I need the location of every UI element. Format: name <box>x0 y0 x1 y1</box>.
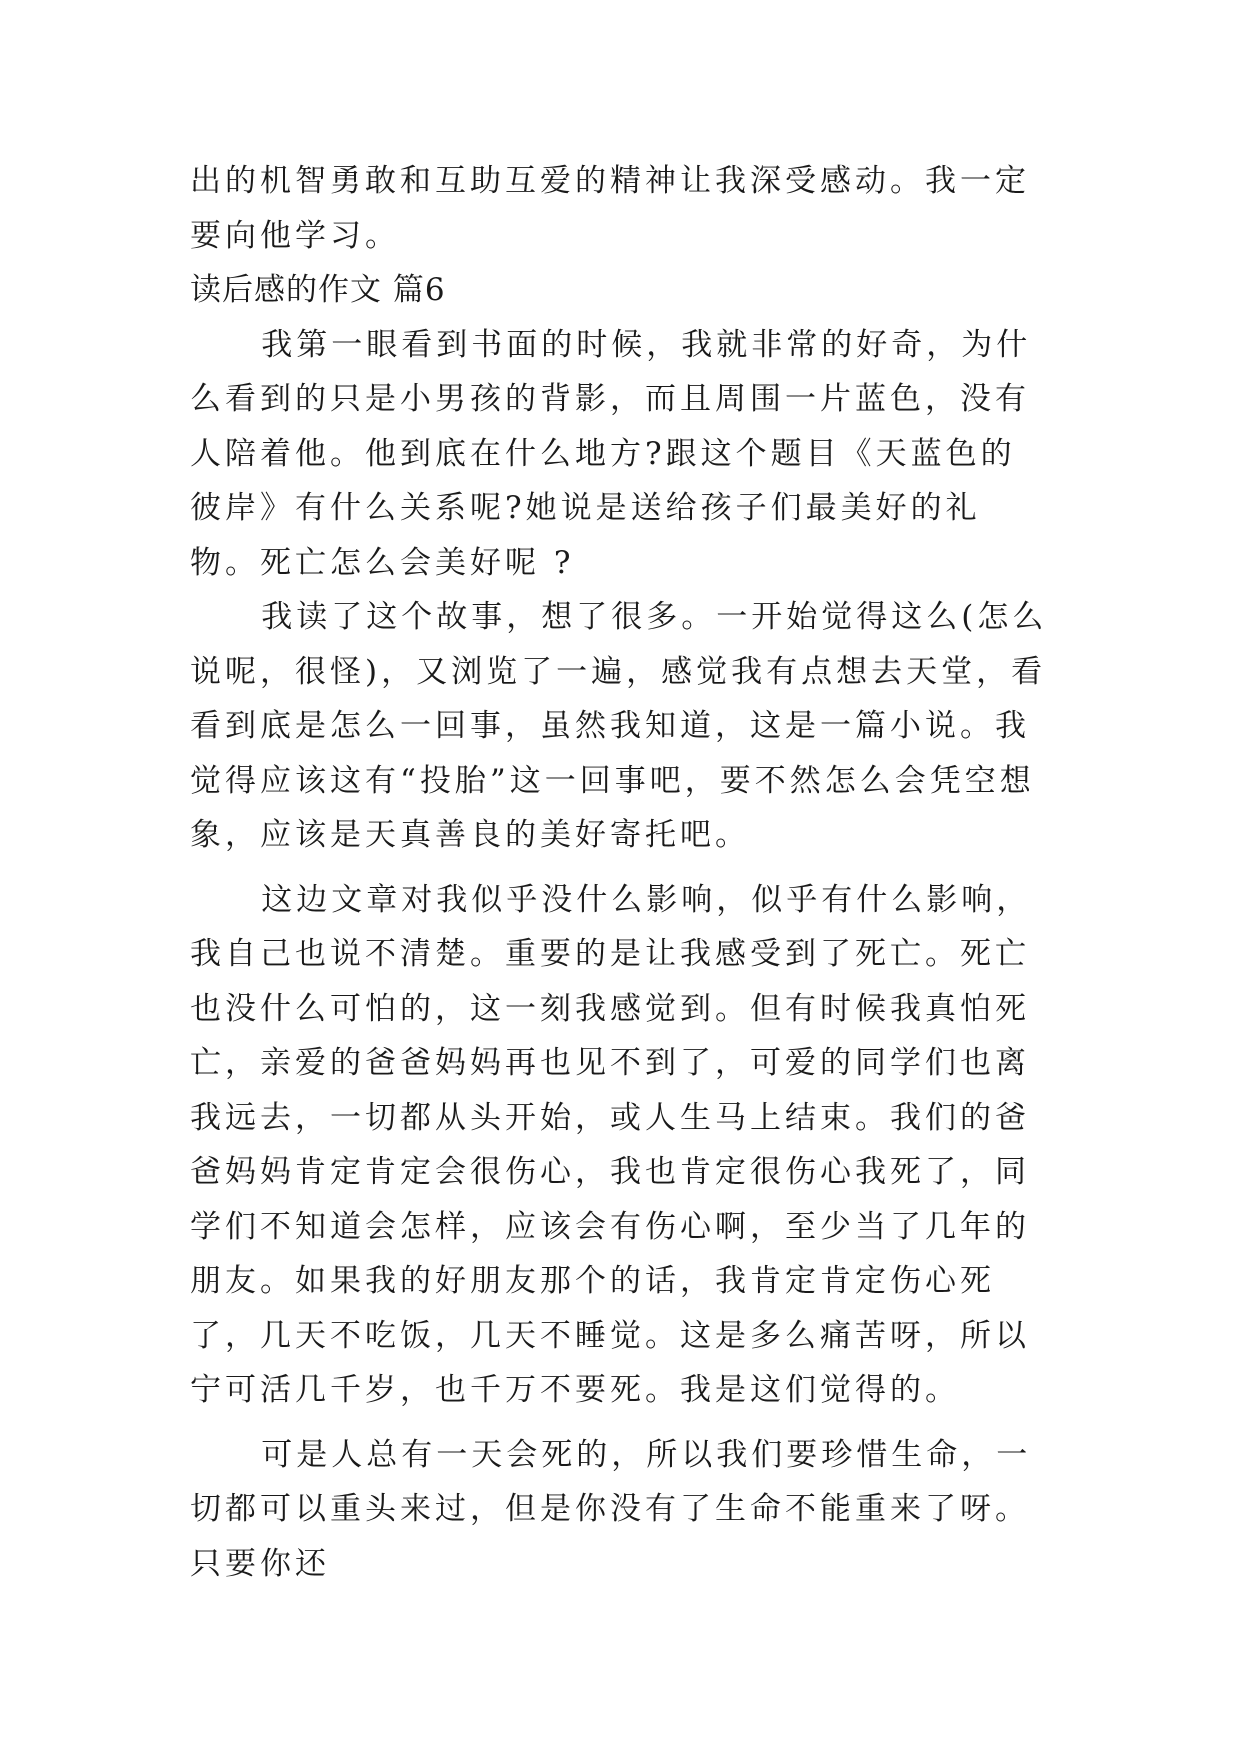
body-paragraph-4: 可是人总有一天会死的，所以我们要珍惜生命，一切都可以重头来过，但是你没有了生命不能重来了呀。只要你还 <box>190 1436 1032 1582</box>
body-paragraph-2: 我读了这个故事，想了很多。一开始觉得这么(怎么说呢，很怪)，又浏览了一遍，感觉我有点想去天堂，看看到底是怎么一回事，虽然我知道，这是一篇小说。我觉得应该这有“投胎”这一回事吧，要不然怎么会凭空想象，应该是天真善良的美好寄托吧。 <box>190 599 1048 853</box>
body-paragraph-3: 这边文章对我似乎没什么影响，似乎有什么影响，我自己也说不清楚。重要的是让我感受到了死亡。死亡也没什么可怕的，这一刻我感觉到。但有时候我真怕死亡，亲爱的爸爸妈妈再也见不到了，可爱的同学们也离我远去，一切都从头开始，或人生马上结束。我们的爸爸妈妈肯定肯定会很伤心，我也肯定很伤心我死了，同学们不知道会怎样，应该会有伤心啊，至少当了几年的朋友。如果我的好朋友那个的话，我肯定肯定伤心死了，几天不吃饭，几天不睡觉。这是多么痛苦呀，所以宁可活几千岁，也千万不要死。我是这们觉得的。 <box>190 881 1032 1408</box>
section-heading: 读后感的作文 篇6 <box>190 272 446 308</box>
body-paragraph-1: 我第一眼看到书面的时候，我就非常的好奇，为什么看到的只是小男孩的背影，而且周围一片蓝色，没有人陪着他。他到底在什么地方?跟这个题目《天蓝色的彼岸》有什么关系呢?她说是送给孩子们最美好的礼物。死亡怎么会美好呢 ? <box>190 326 1032 581</box>
continuation-paragraph: 出的机智勇敢和互助互爱的精神让我深受感动。我一定要向他学习。 <box>190 163 1030 254</box>
document-page <box>190 154 1050 1591</box>
